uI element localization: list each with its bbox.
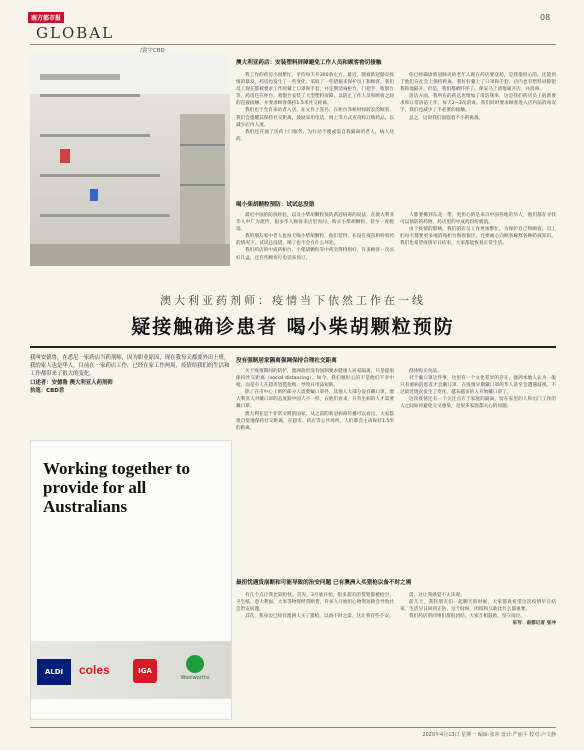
empty-shelves-illustration (30, 54, 230, 266)
coles-logo (79, 663, 110, 677)
top-col2b (400, 212, 556, 247)
top-heading: 澳大利亚药店：安装塑料屏障避免工作人员和顾客密切接触 (236, 60, 382, 66)
footer-rule (30, 727, 556, 728)
banner-rule (30, 346, 556, 348)
paragraph: 前几天，我和朋友们一起聊天的时候，大家都说希望这次疫情早日结束，生活早日回到正轨，这个时候，团结和互助比什么都重要。 (400, 600, 556, 613)
masthead-logo (28, 12, 64, 23)
top-col1 (236, 72, 394, 143)
iga-logo (133, 659, 157, 683)
paragraph: 我们药店的同事们都很团结，大家互相鼓励，坚守岗位。 (409, 614, 526, 620)
ad-photo (30, 440, 232, 720)
intro-byline-2: 执笔：CBD君 (30, 387, 65, 394)
banner-title: 疑接触确诊患者 喝小柴胡颗粒预防 (131, 316, 455, 338)
paragraph: 清洁方面，我所在的药店也增加了清洁频率，这是我们药店员工的新要求和日常清洁工作，每天2~3次消毒。我们同时要求顾客进入店内前消毒双手，我们也减少了不必要的接触。 (400, 94, 556, 114)
paragraph: 对于戴口罩这件事，这里有一个文化差异的存在，澳洲本地人认为一般只有重病的患者才会戴口罩，在疫情早期戴口罩的华人甚至会遭遇歧视。不过最近情况发生了变化，越来越多的人开始戴口罩了。 (400, 376, 556, 396)
banner-kicker: 澳大利亚药剂师：疫情当下依然工作在一线 (160, 294, 426, 307)
masthead-rule (30, 44, 556, 45)
bottom-subheading-2: 最担忧遇货崩断和可能导致的治安问题 已有澳洲人买猎枪以备不时之需 (236, 580, 412, 586)
masthead-subtitle: /寰宇CBD (140, 48, 165, 54)
bottom-subheading-1: 没有强制居家隔离强调保持合理社交距离 (236, 358, 337, 364)
paragraph: 需，这让我感觉不太乐观。 (409, 593, 465, 598)
top-subheading: 喝小柴胡颗粒预防：试试总没错 (236, 202, 315, 208)
bottom-col1b (236, 592, 394, 620)
paragraph: 除了在市中心上班的部分人需要戴口罩外，其他人大部分没有戴口罩，澳大利亚人对戴口罩的态度跟中国人不一样，在他们看来，只有生病的人才需要戴口罩。 (236, 390, 394, 410)
ad-logo-strip (31, 641, 231, 699)
intro-box (30, 354, 230, 432)
top-col2 (400, 72, 556, 122)
paragraph: 我们也不允许来访者入店，在文件上签名、在柜台等候时间较长的顾客，我们会提醒其保持社交距离，鼓励采用电话、网上等方式查询和订购药品，以减少店内人流。 (236, 108, 394, 128)
paragraph: 总之，这时我们面临着不小的挑战。 (409, 115, 484, 121)
masthead-title: GLOBAL (36, 24, 115, 42)
bottom-col1 (236, 368, 394, 432)
paragraph: 最近中国的防疫经验，以及小柴胡颗粒预防新冠病毒的说法，在澳大利亚华人中广为流传，很多华人顾客来店里询问、购买小柴胡颗粒，甚至一度脱销。 (236, 213, 394, 233)
paragraph: 我的朋友家中老人也每天喝小柴胡颗粒，他们觉得，在没有疫苗和特效药的情况下，试试总没错，喝了也不会有什么坏处。 (236, 234, 394, 247)
top-photo (30, 54, 230, 266)
woolworths-logo-text: Woolworths (180, 675, 210, 681)
woolworths-icon (186, 655, 204, 673)
intro-text: 我叫安德鲁，在悉尼一家药店当药剂师，因为职业原因，现在我每天都要外出上班，我的家人也是华人，目前在一家药店工作，已经在家工作两周，疫情给我们的生活和工作都带来了很大的变化。 (30, 355, 230, 378)
aldi-logo (37, 659, 71, 685)
ad-headline: Working together to provide for all Australians (43, 459, 191, 516)
intro-byline-1: 口述者：安德鲁 澳大利亚人药剂师 (30, 379, 113, 386)
masthead-logo-text: 南方都市报 (31, 15, 62, 22)
paragraph: 有几个点让我比较担忧。首先，3月底开始，很多超市的货架都被抢空，卫生纸、意大利面、大米等物资经常断货，许多人开始担心物资短缺会导致社会治安问题。 (236, 593, 394, 613)
coles-logo-text: coles (79, 663, 110, 677)
paragraph: 人都要挪到东北一带，更担心的是来自中国各地的华人，他们都在寻找可以预防的药物，药店里的中成药纷纷脱销。 (400, 213, 556, 226)
paragraph: 我们还开通了送药上门服务，为行动不便或需自我隔离的老人、病人送药。 (236, 129, 394, 142)
paragraph: 这次疫情还有一个关注点在于家庭的隔离，留在家里的人和出门工作的人之间如何避免交叉感染，是很多家庭都关心的问题。 (400, 397, 556, 410)
editor-credit: 采写：南都记者 张冲 (512, 621, 556, 627)
paragraph: 我们药店的中成药柜台，小柴胡颗粒等中药卖得特别好，许多顾客一次买好几盒，还有些顾客打电话来预订。 (236, 248, 394, 261)
paragraph: 澳大利亚是个非常文明的国家，从之前的新冠病毒传播可以看出，大家都很自觉地保持社交距离，在超市、药店等公共场所，人们都会主动保持1.5米的距离。 (236, 411, 394, 431)
paragraph: 我工作的药房小而繁忙，平均每天开300条左方，最近，随着新冠肺炎疫情的暴发，药房也发生了一些变化，采取了一些措施来保护员工和顾客。我们员工现在都被要求工作时戴上口罩和手套，并定期消毒柜台、门把手、收银台等，药房还在柜台、收银台安装了大型塑料屏障，以防止工作人员和顾客之间的直接接触，并要求顾客保持1.5米社交距离。 (236, 73, 394, 107)
aldi-logo-text: ALDI (44, 668, 64, 676)
iga-logo-text: IGA (138, 667, 152, 675)
paragraph: 由于疫情的影响，我们的店员工作更加繁忙，为保护自己和顾客，员工们每天都要更多地消毒柜台和收银区，还要耐心向顾客解释各种防疫知识，我们也希望疫情早日结束，大家都能恢复正常生活。 (400, 227, 556, 247)
paragraph: 你已经确诊新冠肺炎的老年人现在药店要登药，是我很担心的，还能到了他们在社会上保持距离，我好好戴上了口罩和手套，店内也有塑料屏障把我和他隔开，但是，我们都被吓坏了，保安马上请他离开店，并消毒。 (400, 73, 556, 93)
bottom-col2b (400, 592, 556, 627)
woolworths-logo (167, 655, 223, 689)
paragraph: 关于疫情期间的防护，澳洲政府没有强制要求健康人居家隔离，只是提倡保持社交距离（social distancing）。如今，我们很担心的不是他们不幸中枪，而是有人在超市恐慌抢购，导致日用品短缺。 (236, 369, 394, 389)
page-number: 08 (540, 13, 551, 22)
top-col1b (236, 212, 394, 262)
bottom-col2 (400, 368, 556, 411)
paragraph: 其次，我身边已经有澳洲人买了猎枪，以备不时之需，这让我有些不安。 (245, 614, 394, 620)
footer-text: 2020年4月13日 星期一 编辑:张冲 设计:严丽平 校对:卢文静 (422, 732, 556, 738)
paragraph: 群体购买食品。 (409, 369, 442, 374)
